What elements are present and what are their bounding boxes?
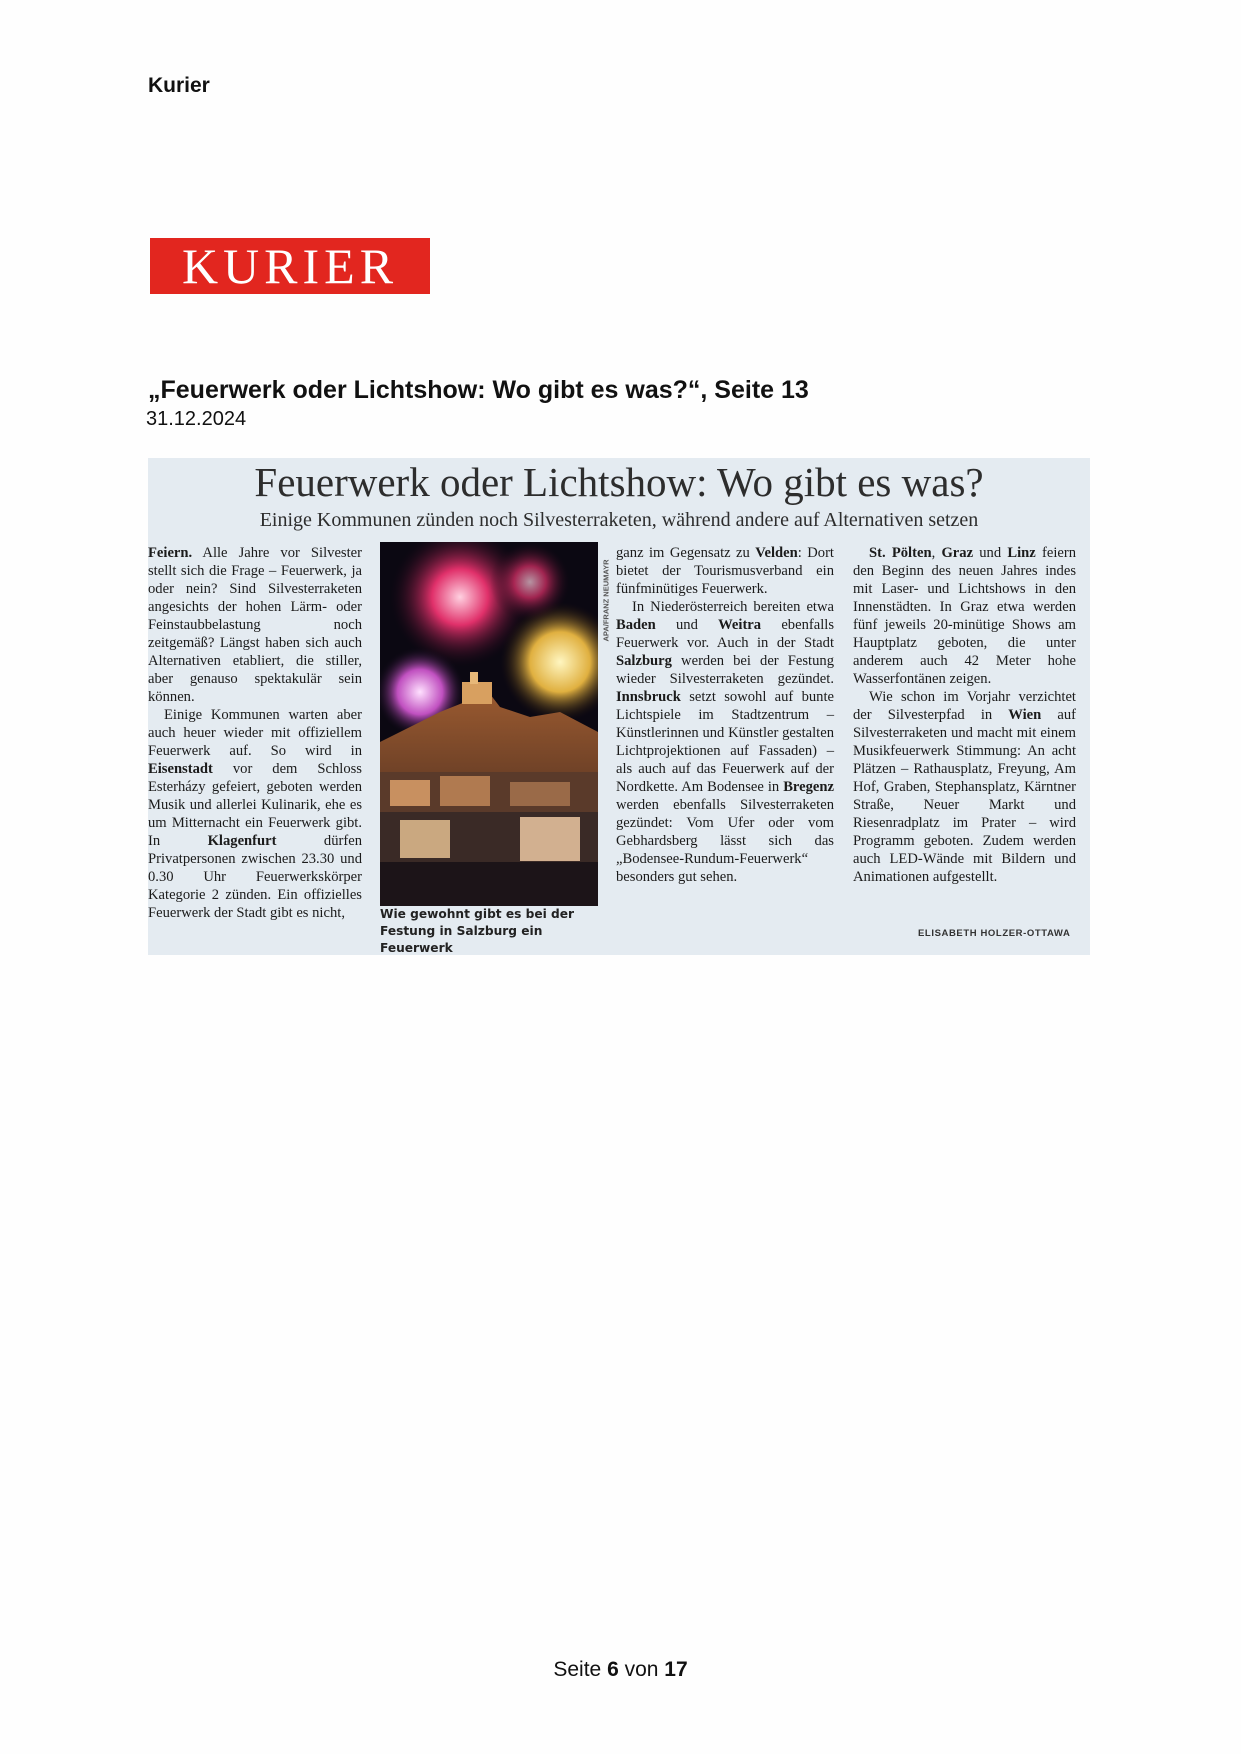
fireworks-photo-illustration <box>380 542 598 906</box>
city-name: Bregenz <box>783 779 834 795</box>
article-author: ELISABETH HOLZER-OTTAWA <box>918 928 1071 939</box>
text-run: und <box>973 545 1008 561</box>
article-column-1 <box>148 544 362 922</box>
paragraph <box>853 544 1076 688</box>
city-name: Weitra <box>718 617 762 633</box>
city-name: Salzburg <box>616 653 672 669</box>
article-headline: Feuerwerk oder Lichtshow: Wo gibt es was? <box>254 459 984 505</box>
photo-credit <box>600 544 612 664</box>
text-run: vor dem Schloss Esterházy gefeiert, geboten werden Musik und allerlei Kulinarik, ehe es um Mitternacht ein Feuerwerk gibt. In <box>148 761 362 849</box>
city-name: Wien <box>1008 707 1042 723</box>
text-run: : Dort bietet der Tourismusverband ein fünfminütiges Feuerwerk. <box>616 545 834 597</box>
text-run: und <box>655 617 719 633</box>
footer-middle: von <box>618 1658 665 1681</box>
city-name: Baden <box>616 617 656 633</box>
text-run: setzt sowohl auf bunte Lichtspiele im Stadtzentrum – Künstlerinnen und Künstler gestalten Lichtprojektionen auf Fassaden) – als auch auf das Feuerwerk auf der Nordkette. Am Bodensee in <box>616 689 834 795</box>
text-run: ganz im Gegensatz zu <box>616 545 756 561</box>
total-pages: 17 <box>664 1658 688 1681</box>
article-subheadline: Einige Kommunen zünden noch Silvesterraketen, während andere auf Alternativen setzen <box>259 509 979 531</box>
article-clipping <box>148 458 1090 955</box>
lead-word: Feiern. <box>148 545 193 561</box>
text-run: werden ebenfalls Silvesterraketen gezündet: Vom Ufer oder vom Gebhardsberg lässt sich das „Bodensee-Rundum-Feuerwerk“ besonders gut sehen. <box>616 797 834 885</box>
document-date: 31.12.2024 <box>146 408 247 430</box>
text-run: Alle Jahre vor Silvester stellt sich die Frage – Feuerwerk, ja oder nein? Sind Silvesterraketen angesichts der hohen Lärm- oder Feinstaubbelastung noch zeitgemäß? Längst haben sich auch Alternativen etabliert, die stiller, aber genauso spektakulär sein können. <box>148 545 362 705</box>
paragraph <box>148 544 362 706</box>
document-title: „Feuerwerk oder Lichtshow: Wo gibt es was?“, Seite 13 <box>148 376 809 404</box>
paragraph <box>616 598 834 886</box>
text-run: Wie schon im Vorjahr verzichtet der Silvesterpfad in <box>853 689 1076 723</box>
city-name: Eisenstadt <box>148 761 213 777</box>
paragraph <box>148 706 362 922</box>
city-name: Linz <box>1007 545 1036 561</box>
photo-credit-text: APA/FRANZ NEUMAYR <box>601 559 611 642</box>
article-column-3 <box>853 544 1076 886</box>
paragraph <box>853 688 1076 886</box>
city-name: Klagenfurt <box>207 833 277 849</box>
text-run: ebenfalls Feuerwerk vor. Auch in der Stadt <box>616 617 835 651</box>
article-column-2 <box>616 544 834 886</box>
text-run: auf Silvesterraketen und macht mit einem Musikfeuerwerk Stimmung: An acht Plätzen – Rathausplatz, Freyung, Am Hof, Graben, Stephansplatz, Kärntner Straße, Neuer Markt und Riesenradplatz im Prater – wird Programm geboten. Zudem werden auch LED-Wände mit Bildern und Animationen aufgestellt. <box>853 707 1076 885</box>
page-footer <box>0 1658 1241 1682</box>
publication-name: Kurier <box>148 74 210 97</box>
paragraph <box>616 544 834 598</box>
fireworks-photo <box>380 542 598 906</box>
photo-caption: Wie gewohnt gibt es bei der Festung in Salzburg ein Feuerwerk <box>380 907 575 955</box>
text-run: , <box>931 545 942 561</box>
current-page: 6 <box>607 1658 619 1681</box>
city-name: Velden <box>755 545 798 561</box>
footer-prefix: Seite <box>553 1658 608 1681</box>
city-name: Graz <box>941 545 974 561</box>
text-run: Einige Kommunen warten aber auch heuer wieder mit offiziellem Feuerwerk auf. So wird in <box>148 707 362 759</box>
city-name: St. Pölten <box>869 545 932 561</box>
text-run: In Niederösterreich bereiten etwa <box>632 599 834 615</box>
text-run: werden bei der Festung wieder Silvesterraketen gezündet. <box>616 653 834 687</box>
text-run: dürfen Privatpersonen zwischen 23.30 und 0.30 Uhr Feuerwerkskörper Kategorie 2 zünden. Ein offizielles Feuerwerk der Stadt gibt es nicht, <box>148 833 362 921</box>
text-run: feiern den Beginn des neuen Jahres indes mit Laser- und Lichtshows in den Innenstädten. In Graz etwa werden fünf jeweils 20-minütige Shows am Hauptplatz geboten, die unter anderem auch 42 Meter hohe Wasserfontänen zeigen. <box>853 545 1077 687</box>
kurier-logo: KURIER <box>150 238 430 294</box>
city-name: Innsbruck <box>616 689 681 705</box>
